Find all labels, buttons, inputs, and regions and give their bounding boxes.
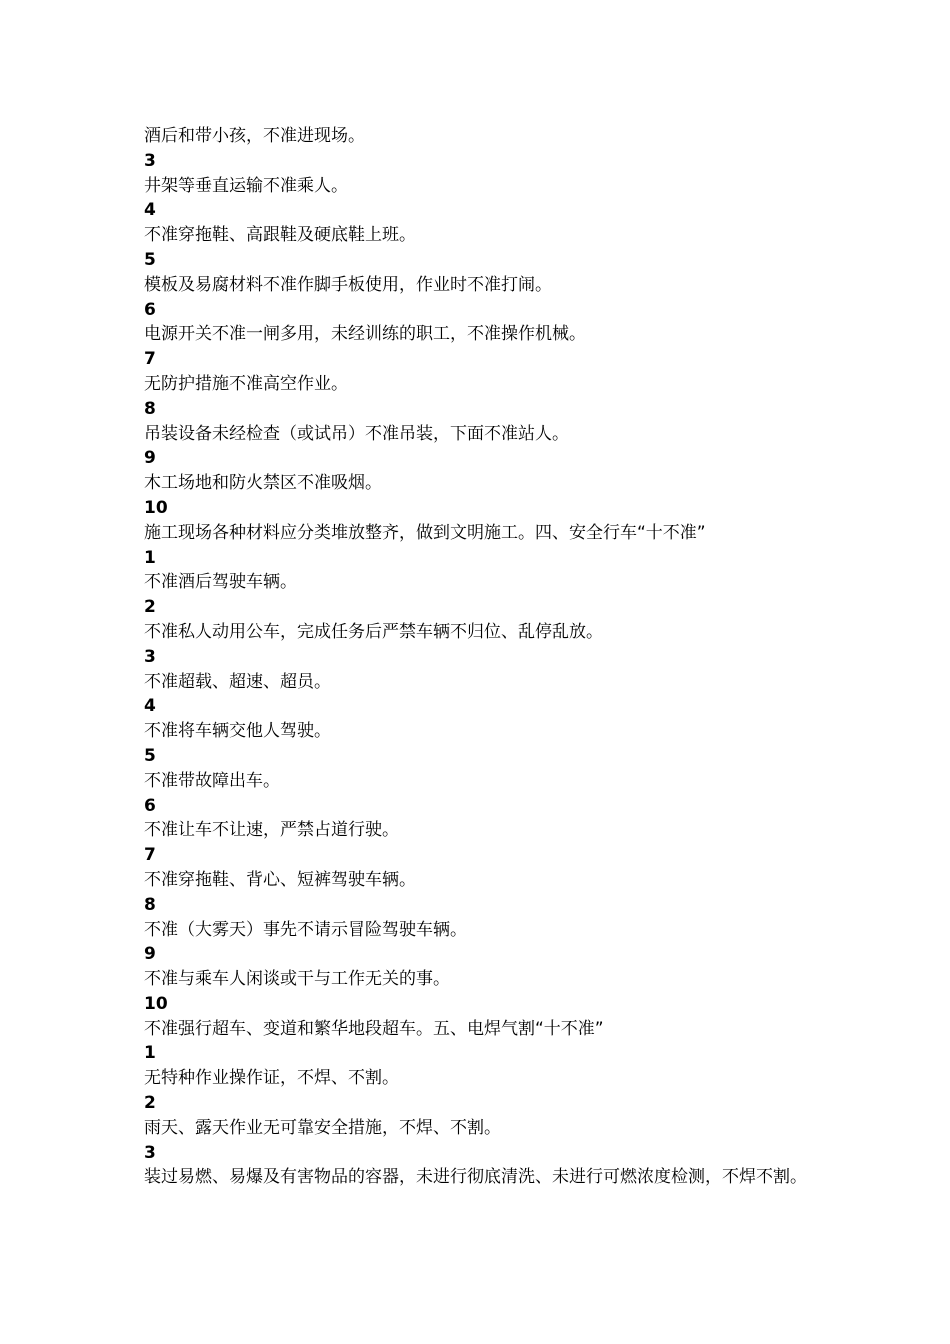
- item-number: 5: [144, 249, 156, 270]
- item-number: 7: [144, 845, 156, 866]
- paragraph-line: 井架等垂直运输不准乘人。: [144, 175, 348, 196]
- paragraph-line: 不准酒后驾驶车辆。: [144, 572, 297, 593]
- item-number: 6: [144, 795, 156, 816]
- paragraph-line: 模板及易腐材料不准作脚手板使用，作业时不准打闹。: [144, 274, 552, 295]
- item-number: 4: [144, 696, 156, 717]
- item-number: 9: [144, 944, 156, 965]
- paragraph-line: 不准穿拖鞋、背心、短裤驾驶车辆。: [144, 869, 416, 890]
- item-number: 3: [144, 150, 156, 171]
- item-number: 3: [144, 1142, 156, 1163]
- item-number: 9: [144, 448, 156, 469]
- paragraph-line: 雨天、露天作业无可靠安全措施，不焊、不割。: [144, 1117, 501, 1138]
- paragraph-line: 不准让车不让速，严禁占道行驶。: [144, 820, 399, 841]
- item-number: 7: [144, 349, 156, 370]
- paragraph-line: 装过易燃、易爆及有害物品的容器，未进行彻底清洗、未进行可燃浓度检测，不焊不割。: [144, 1167, 807, 1188]
- item-number: 6: [144, 299, 156, 320]
- paragraph-line: 不准强行超车、变道和繁华地段超车。五、电焊气割“十不准”: [144, 1018, 604, 1039]
- paragraph-line: 不准（大雾天）事先不请示冒险驾驶车辆。: [144, 919, 467, 940]
- item-number: 3: [144, 646, 156, 667]
- item-number: 8: [144, 894, 156, 915]
- item-number: 2: [144, 597, 156, 618]
- paragraph-line: 不准穿拖鞋、高跟鞋及硬底鞋上班。: [144, 225, 416, 246]
- item-number: 4: [144, 200, 156, 221]
- paragraph-line: 无特种作业操作证，不焊、不割。: [144, 1068, 399, 1089]
- item-number: 1: [144, 547, 156, 568]
- paragraph-line: 不准将车辆交他人驾驶。: [144, 721, 331, 742]
- paragraph-line: 不准与乘车人闲谈或干与工作无关的事。: [144, 969, 450, 990]
- item-number: 2: [144, 1093, 156, 1114]
- item-number: 5: [144, 745, 156, 766]
- paragraph-line: 电源开关不准一闸多用，未经训练的职工，不准操作机械。: [144, 324, 586, 345]
- document-page: [144, 124, 816, 1190]
- paragraph-line: 不准带故障出车。: [144, 770, 280, 791]
- paragraph-line: 不准私人动用公车，完成任务后严禁车辆不归位、乱停乱放。: [144, 621, 603, 642]
- item-number: 10: [144, 993, 168, 1014]
- item-number: 8: [144, 398, 156, 419]
- item-number: 10: [144, 497, 168, 518]
- paragraph-line: 不准超载、超速、超员。: [144, 671, 331, 692]
- paragraph-line: 无防护措施不准高空作业。: [144, 373, 348, 394]
- paragraph-line: 酒后和带小孩，不准进现场。: [144, 126, 365, 146]
- paragraph-line: 木工场地和防火禁区不准吸烟。: [144, 473, 382, 494]
- paragraph-line: 施工现场各种材料应分类堆放整齐，做到文明施工。四、安全行车“十不准”: [144, 522, 706, 543]
- paragraph-line: 吊装设备未经检查（或试吊）不准吊装，下面不准站人。: [144, 423, 569, 444]
- item-number: 1: [144, 1043, 156, 1064]
